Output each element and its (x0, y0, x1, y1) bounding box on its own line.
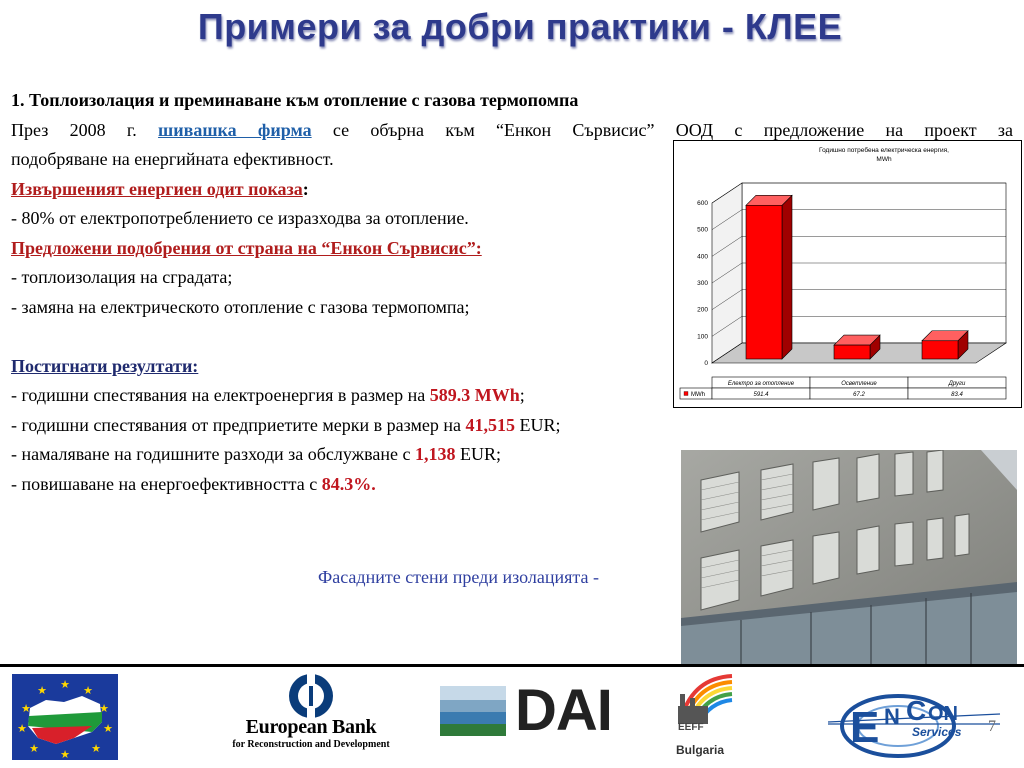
chart-y-tick-label: 100 (697, 333, 708, 341)
svg-text:★: ★ (83, 685, 93, 697)
result-suffix: ; (519, 385, 525, 405)
result-value: 1,138 (414, 444, 456, 464)
result-item (11, 411, 1013, 441)
encon-c: C (906, 695, 927, 726)
footer-divider (0, 664, 1024, 667)
chart-data-label: 67.2 (853, 392, 865, 398)
intro-line-2: подобряване на енергийната ефективност. (11, 149, 334, 169)
proposal-item: - топлоизолация на сградата; (11, 267, 233, 287)
encon-e: E (850, 703, 880, 752)
chart-bar (746, 205, 782, 359)
chart-x-category-label: Други (948, 381, 966, 387)
chart-y-tick-label: 500 (697, 226, 708, 234)
chart-legend-swatch (684, 392, 688, 396)
result-value: 589.3 MWh (429, 385, 520, 405)
proposal-item: - замяна на електрическото отопление с газова термопомпа; (11, 296, 470, 317)
chart-bar (922, 341, 958, 359)
energy-chart (673, 140, 1022, 408)
audit-point: - 80% от електропотреблението се изразходва за отопление. (11, 208, 469, 228)
results-heading: Постигнати резултати: (11, 355, 199, 376)
photo-caption: Фасадните стени преди изолацията - (318, 567, 599, 587)
svg-text:★: ★ (21, 703, 31, 715)
result-suffix: EUR; (459, 444, 501, 464)
dai-logo-text: DAI (515, 678, 612, 743)
svg-text:★: ★ (99, 703, 109, 715)
result-value: 84.3%. (321, 473, 376, 494)
chart-bar (834, 345, 870, 359)
chart-x-category-label: Осветление (841, 381, 877, 387)
svg-text:★: ★ (17, 723, 27, 735)
svg-text:★: ★ (60, 749, 70, 760)
slide-title: Примери за добри практики - КЛЕЕ (197, 6, 843, 47)
svg-text:★: ★ (103, 723, 113, 735)
chart-plot-area (697, 183, 1006, 367)
svg-text:★: ★ (91, 743, 101, 755)
eeff-logo (674, 672, 734, 724)
proposals-heading: Предложени подобрения от страна на “Енкон Сървисис”: (11, 237, 482, 258)
chart-y-tick-label: 400 (697, 253, 708, 261)
ebrd-subtitle: for Reconstruction and Development (232, 739, 390, 750)
eu-bulgaria-logo (12, 674, 118, 760)
result-value: 41,515 (465, 414, 515, 435)
eeff-label: EEFF (678, 722, 704, 733)
chart-title-line-1: Годишно потребена електрическа енергия, (819, 147, 949, 154)
eeff-country-label: Bulgaria (676, 743, 725, 757)
chart-legend-label: MWh (691, 392, 705, 398)
page-number: 7 (988, 718, 996, 735)
encon-services-logo (828, 684, 1004, 760)
result-text: - годишни спестявания от предприетите мерки в размер на (11, 414, 461, 435)
chart-x-category-label: Електро за отопление (727, 381, 795, 387)
eu-flag-icon (12, 674, 118, 760)
svg-text:★: ★ (37, 685, 47, 697)
audit-heading: Извършеният енергиен одит показа (11, 178, 303, 199)
chart-y-tick-label: 0 (704, 360, 708, 367)
intro-pre: През 2008 г. (11, 119, 137, 140)
energy-chart-svg (674, 141, 1021, 407)
encon-n: N (884, 704, 900, 729)
ebrd-title: European Bank (245, 716, 377, 738)
section-heading: 1. Топлоизолация и преминаване към отопление с газова термопомпа (11, 90, 579, 110)
chart-title-line-2: MWh (876, 156, 892, 163)
chart-data-table (680, 377, 1006, 399)
result-text: - годишни спестявания на електроенергия в размер на (11, 385, 426, 405)
svg-text:★: ★ (29, 743, 39, 755)
company-link[interactable]: шивашка фирма (158, 119, 312, 140)
encon-services: Services (912, 725, 962, 739)
dai-emblem (440, 686, 506, 736)
chart-y-tick-label: 600 (697, 200, 708, 207)
dai-landscape-icon (440, 686, 506, 736)
result-text: - повишаване на енергоефективността с (11, 473, 318, 494)
rainbow-factory-icon (674, 672, 734, 724)
result-suffix: EUR; (519, 414, 561, 435)
audit-colon: : (302, 178, 309, 199)
building-facade-photo (681, 450, 1017, 664)
intro-post: се обърна към “Енкон Сървисис” ООД с предложение на проект за (332, 119, 1014, 140)
ebrd-emblem-icon (276, 672, 346, 720)
ebrd-logo (276, 672, 346, 720)
chart-y-tick-label: 300 (697, 280, 708, 287)
building-facade-image (681, 450, 1017, 664)
chart-data-label: 83.4 (951, 392, 963, 398)
result-text: - намаляване на годишните разходи за обслужване с (11, 444, 411, 464)
chart-y-tick-label: 200 (697, 306, 708, 314)
svg-text:★: ★ (60, 679, 70, 691)
encon-logo-graphic (828, 684, 1004, 760)
chart-data-label: 591.4 (753, 392, 769, 398)
encon-on: ON (928, 703, 958, 725)
chart-bar-side (782, 195, 792, 359)
ebrd-name (218, 716, 404, 752)
